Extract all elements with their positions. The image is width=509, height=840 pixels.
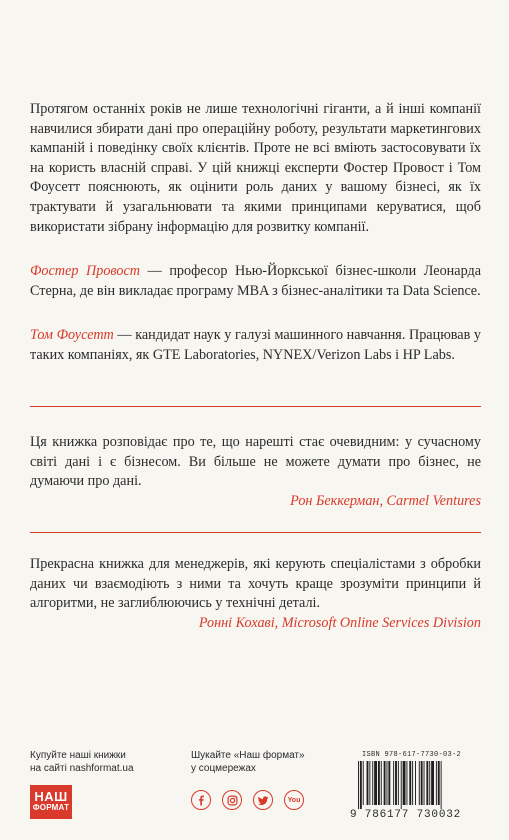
barcode-digits: 9 786177 730032: [350, 809, 462, 821]
website-link[interactable]: на сайті nashformat.ua: [30, 763, 134, 774]
youtube-icon[interactable]: You: [284, 790, 304, 810]
author-description: — професор Нью-Йоркської бізнес-школи Леонарда Стерна, де він викладає програму MBA з бізнес-аналітики та Data Science.: [30, 263, 481, 299]
barcode-image: [356, 761, 476, 809]
author-bio-fawcett: [30, 326, 481, 365]
logo-line: ФОРМАТ: [32, 803, 70, 812]
buy-info: [30, 749, 134, 775]
quote-attribution: Ронні Кохаві, Microsoft Online Services Division: [198, 614, 481, 631]
author-bio-provost: [30, 262, 481, 301]
instagram-icon[interactable]: [222, 790, 242, 810]
review-quote: [30, 555, 481, 633]
review-quote: [30, 433, 481, 511]
isbn-label: ISBN 978-617-7730-03-2: [362, 751, 462, 759]
social-info: [191, 749, 305, 775]
intro-paragraph: Протягом останніх років не лише технологічні гіганти, а й інші компанії навчилися збирати дані про операційну роботу, результати маркетингових кампаній і поведінку своїх клієнтів. Проте не всі вміють застосовувати їх на користь власній справі. У цій книжці експерти Фостер Провост і Том Фоусетт пояснюють, як оцінити роль даних у вашому бізнесі, як їх трактувати й узагальнювати та якими принципами керуватися, щоб використати зібрану інформацію для розвитку компанії.: [30, 101, 481, 235]
quote-attribution: Рон Беккерман, Carmel Ventures: [290, 492, 481, 509]
social-line: Шукайте «Наш формат»: [191, 750, 305, 761]
divider: [30, 406, 481, 407]
social-line: у соцмережах: [191, 763, 256, 774]
quote-text: Ця книжка розповідає про те, що нарешті стає очевидним: у сучасному світі дані і є бізнесом. Ви більше не можете думати про бізнес, не думаючи про дані.: [30, 434, 481, 490]
isbn-barcode: [350, 751, 482, 821]
divider: [30, 532, 481, 533]
logo-line: НАШ: [34, 789, 68, 804]
author-name: Фостер Провост: [30, 263, 141, 279]
social-icons: [191, 790, 304, 810]
buy-line: Купуйте наші книжки: [30, 750, 126, 761]
author-name: Том Фоусетт: [30, 327, 114, 343]
twitter-icon[interactable]: [253, 790, 273, 810]
facebook-icon[interactable]: [191, 790, 211, 810]
quote-text: Прекрасна книжка для менеджерів, які керують спеціалістами з обробки даних чи взаємодіють з ними та хочуть краще зрозуміти принципи й алгоритми, не заглиблюючись у технічні деталі.: [30, 556, 481, 612]
publisher-logo: [30, 785, 72, 819]
author-description: — кандидат наук у галузі машинного навчання. Працював у таких компаніях, як GTE Laboratories, NYNEX/Verizon Labs і HP Labs.: [30, 327, 481, 363]
